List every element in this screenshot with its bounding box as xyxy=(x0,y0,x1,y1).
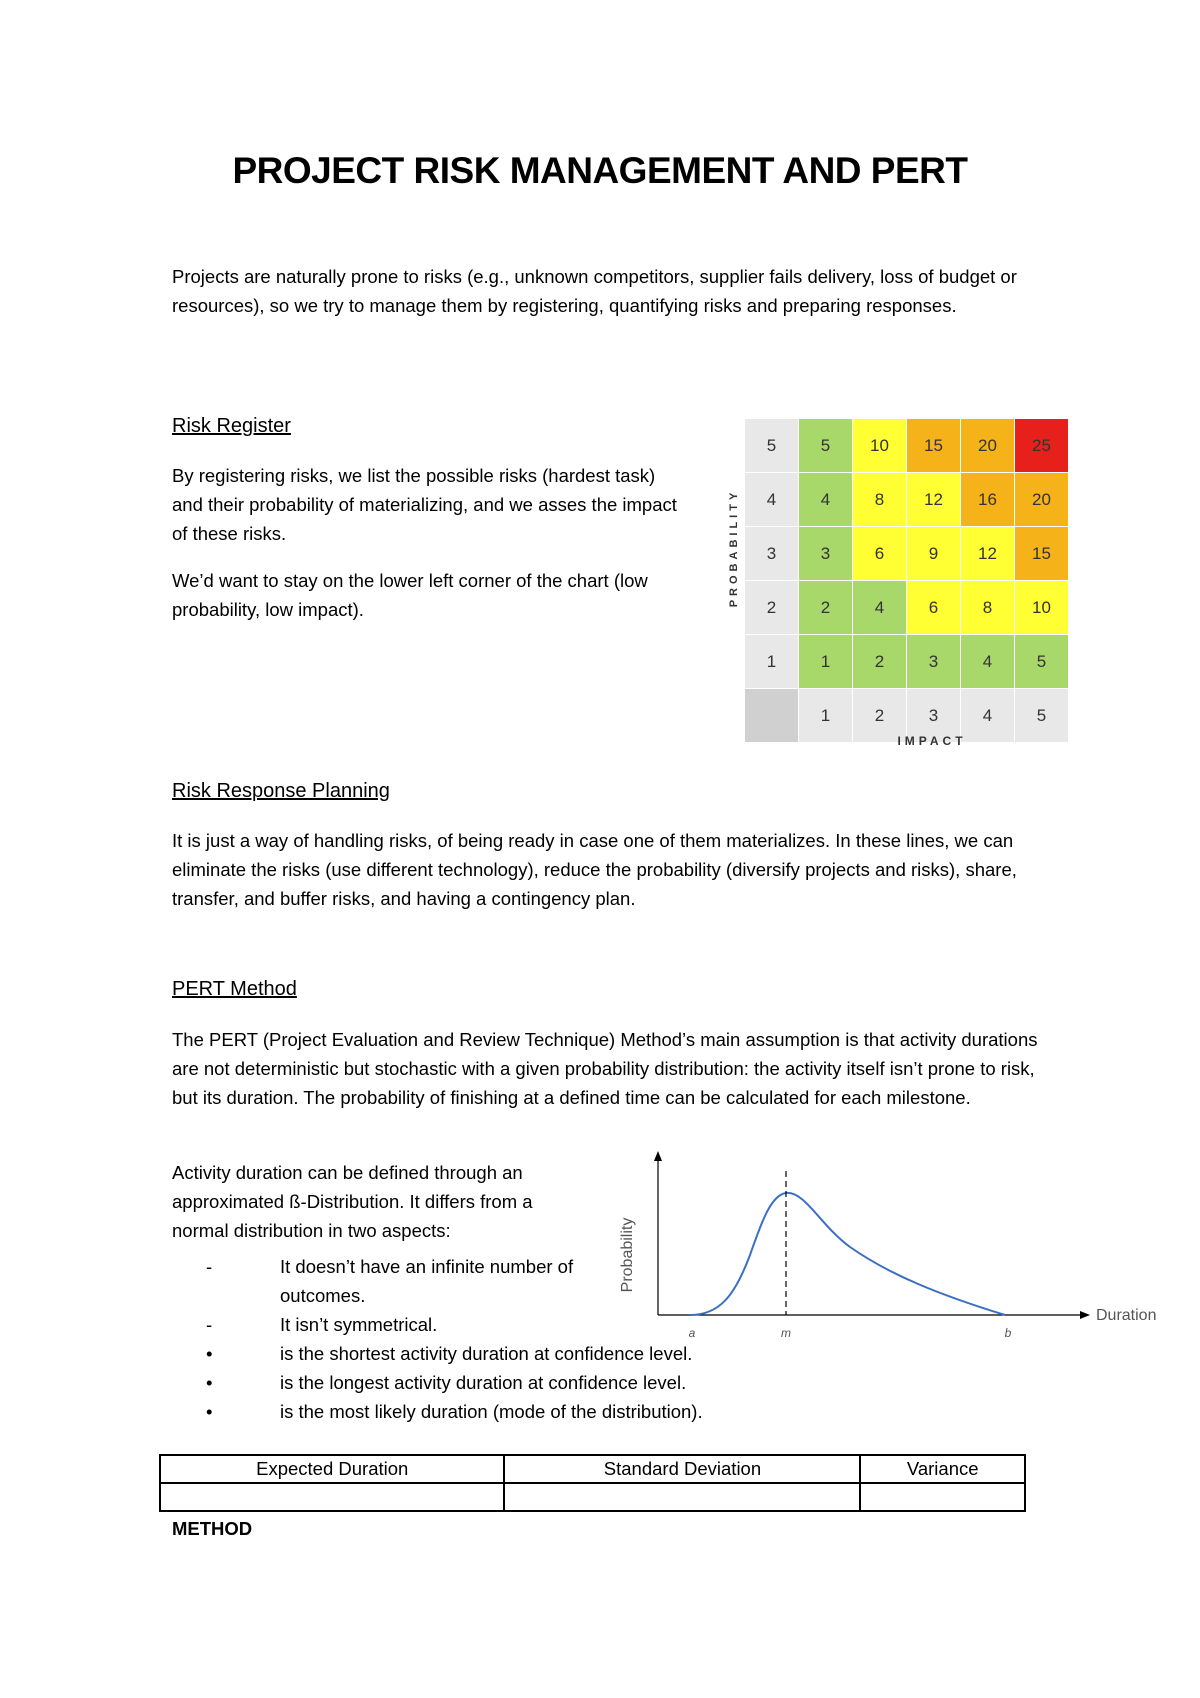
matrix-row xyxy=(745,635,1069,689)
chart-xlabel: Duration xyxy=(1096,1307,1157,1324)
probability-level: 1 xyxy=(745,635,799,689)
bullet-item-2: • is the longest activity duration at confidence level. xyxy=(172,1368,703,1397)
dash-mark: - xyxy=(206,1314,213,1335)
risk-score-cell: 9 xyxy=(907,527,961,581)
risk-score-cell: 8 xyxy=(961,581,1015,635)
risk-score-cell: 20 xyxy=(1015,473,1069,527)
bullet-mark: • xyxy=(206,1343,213,1364)
tick-m: m xyxy=(781,1326,791,1340)
risk-score-cell: 12 xyxy=(907,473,961,527)
x-axis-arrow xyxy=(1080,1311,1090,1319)
probability-level: 4 xyxy=(745,473,799,527)
page-title: PROJECT RISK MANAGEMENT AND PERT xyxy=(232,150,968,191)
header-standard-deviation: Standard Deviation xyxy=(504,1455,860,1483)
risk-score-cell: 10 xyxy=(1015,581,1069,635)
impact-level: 3 xyxy=(907,689,961,743)
matrix-row xyxy=(745,581,1069,635)
table-cell xyxy=(504,1483,860,1511)
risk-score-cell: 4 xyxy=(799,473,853,527)
probability-axis-label: PROBABILITY xyxy=(728,488,740,608)
impact-level: 1 xyxy=(799,689,853,743)
table-cell xyxy=(160,1483,504,1511)
table-cell xyxy=(860,1483,1025,1511)
pert-heading: PERT Method xyxy=(172,978,297,1000)
risk-score-cell: 2 xyxy=(853,635,907,689)
dash-item-2: - It isn’t symmetrical. xyxy=(172,1310,703,1339)
risk-score-cell: 6 xyxy=(907,581,961,635)
table-header-row xyxy=(160,1455,1025,1483)
risk-score-cell: 16 xyxy=(961,473,1015,527)
risk-score-cell: 15 xyxy=(907,419,961,473)
risk-register-paragraph-2: We’d want to stay on the lower left corner of the chart (low probability, low impact). xyxy=(172,570,648,620)
distribution-curve xyxy=(690,1193,1005,1315)
bullet-item-3: • is the most likely duration (mode of the distribution). xyxy=(172,1397,703,1426)
risk-score-cell: 1 xyxy=(799,635,853,689)
pert-formula-table xyxy=(159,1454,1026,1512)
risk-score-cell: 6 xyxy=(853,527,907,581)
risk-score-cell: 4 xyxy=(961,635,1015,689)
tick-b: b xyxy=(1004,1326,1012,1340)
matrix-row xyxy=(745,419,1069,473)
method-label: METHOD xyxy=(172,1518,253,1539)
risk-matrix-figure xyxy=(712,412,1072,762)
pert-paragraph-1: The PERT (Project Evaluation and Review Technique) Method’s main assumption is that activity durations are not deterministic but stochastic with a given probability distribution: the activity itself isn’t prone to risk, but its duration. The probability of finishing at a defined time can be calculated for each milestone. xyxy=(172,1029,1038,1108)
table-row xyxy=(160,1483,1025,1511)
risk-score-cell: 3 xyxy=(907,635,961,689)
risk-score-cell: 5 xyxy=(799,419,853,473)
risk-matrix xyxy=(744,418,1069,743)
matrix-row xyxy=(745,527,1069,581)
bullet-mark: • xyxy=(206,1372,213,1393)
intro-paragraph: Projects are naturally prone to risks (e.g., unknown competitors, supplier fails delivery, loss of budget or resources), so we try to manage them by registering, quantifying risks and preparing responses. xyxy=(172,266,1017,316)
y-axis-arrow xyxy=(654,1151,662,1161)
risk-register-heading: Risk Register xyxy=(172,415,291,437)
probability-level: 5 xyxy=(745,419,799,473)
risk-response-paragraph: It is just a way of handling risks, of being ready in case one of them materializes. In these lines, we can eliminate the risks (use different technology), reduce the probability (diversify projects and risks), share, transfer, and buffer risks, and having a contingency plan. xyxy=(172,830,1017,909)
impact-level: 2 xyxy=(853,689,907,743)
impact-level: 4 xyxy=(961,689,1015,743)
bullet-item-1: • is the shortest activity duration at confidence level. xyxy=(172,1339,703,1368)
impact-axis-label: IMPACT xyxy=(897,734,967,748)
impact-level: 5 xyxy=(1015,689,1069,743)
matrix-row xyxy=(745,473,1069,527)
risk-response-heading: Risk Response Planning xyxy=(172,780,390,802)
risk-score-cell: 10 xyxy=(853,419,907,473)
pert-paragraph-2: Activity duration can be defined through an approximated ß-Distribution. It differs from a normal distribution in two aspects: xyxy=(172,1162,533,1241)
risk-score-cell: 25 xyxy=(1015,419,1069,473)
risk-score-cell: 2 xyxy=(799,581,853,635)
probability-level: 3 xyxy=(745,527,799,581)
dash-item-1: - It doesn’t have an infinite number of outcomes. xyxy=(172,1252,703,1310)
header-variance: Variance xyxy=(860,1455,1025,1483)
chart-ylabel: Probability xyxy=(619,1217,636,1293)
risk-score-cell: 5 xyxy=(1015,635,1069,689)
risk-register-paragraph-1: By registering risks, we list the possible risks (hardest task) and their probability of materializing, and we asses the impact of these risks. xyxy=(172,465,677,544)
risk-score-cell: 8 xyxy=(853,473,907,527)
dash-mark: - xyxy=(206,1256,213,1277)
bullet-mark: • xyxy=(206,1401,213,1422)
pert-list xyxy=(172,1252,703,1426)
tick-a: a xyxy=(688,1326,696,1340)
matrix-corner xyxy=(745,689,799,743)
risk-score-cell: 15 xyxy=(1015,527,1069,581)
probability-level: 2 xyxy=(745,581,799,635)
risk-score-cell: 4 xyxy=(853,581,907,635)
risk-score-cell: 3 xyxy=(799,527,853,581)
header-expected-duration: Expected Duration xyxy=(160,1455,504,1483)
risk-score-cell: 12 xyxy=(961,527,1015,581)
risk-score-cell: 20 xyxy=(961,419,1015,473)
